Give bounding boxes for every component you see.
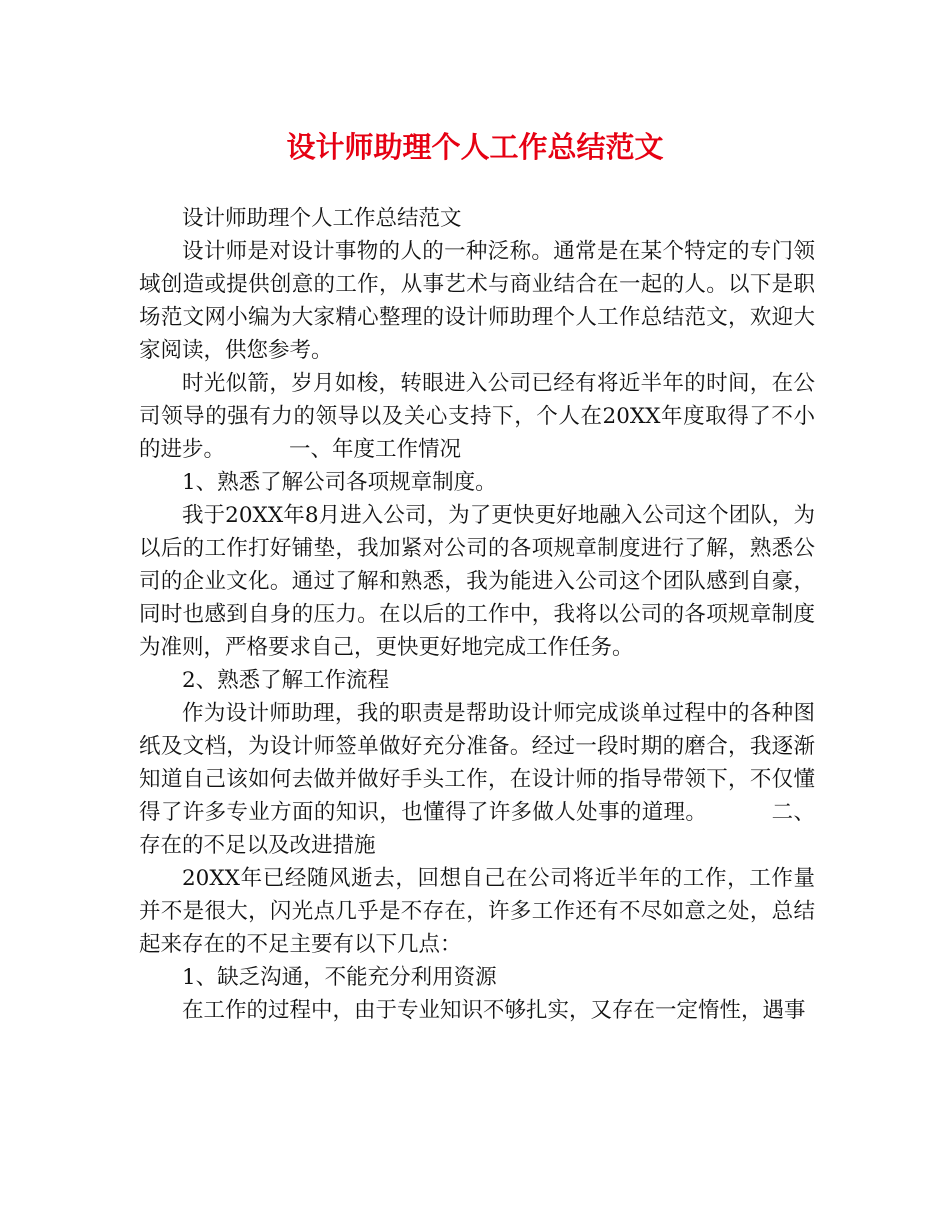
paragraph-text: 2、熟悉了解工作流程 (182, 668, 390, 693)
paragraph-text: 时光似箭，岁月如梭，转眼进入公司已经有将近半年的时间，在公司领导的强有力的领导以及关心支持下，个人在20XX年度取得了不小的进步。 (139, 371, 815, 462)
paragraph (139, 697, 815, 862)
paragraph (139, 499, 815, 664)
paragraph-text: 我于20XX年8月进入公司，为了更快更好地融入公司这个团队，为以后的工作打好铺垫，我加紧对公司的各项规章制度进行了解，熟悉公司的企业文化。通过了解和熟悉，我为能进入公司这个团队感到自豪，同时也感到自身的压力。在以后的工作中，我将以公司的各项规章制度为准则，严格要求自己，更快更好地完成工作任务。 (139, 503, 815, 660)
paragraph-text: 设计师是对设计事物的人的一种泛称。通常是在某个特定的专门领域创造或提供创意的工作，从事艺术与商业结合在一起的人。以下是职场范文网小编为大家精心整理的设计师助理个人工作总结范文，欢迎大家阅读，供您参考。 (139, 239, 815, 363)
section-heading-inline: 一、年度工作情况 (289, 437, 462, 462)
paragraph (139, 202, 815, 235)
paragraph (139, 367, 815, 466)
paragraph-text: 在工作的过程中，由于专业知识不够扎实，又存在一定惰性，遇事 (182, 998, 806, 1023)
paragraph-text: 20XX年已经随风逝去，回想自己在公司将近半年的工作，工作量并不是很大，闪光点几乎是不存在，许多工作还有不尽如意之处，总结起来存在的不足主要有以下几点： (139, 866, 815, 957)
paragraph (139, 862, 815, 961)
paragraph-text: 设计师助理个人工作总结范文 (182, 206, 462, 231)
section-heading-inline: 二、存在的不足以及改进措施 (139, 800, 815, 858)
document-title: 设计师助理个人工作总结范文 (286, 130, 664, 164)
paragraph-text: 作为设计师助理，我的职责是帮助设计师完成谈单过程中的各种图纸及文档，为设计师签单做好充分准备。经过一段时期的磨合，我逐渐知道自己该如何去做并做好手头工作，在设计师的指导带领下，不仅懂得了许多专业方面的知识，也懂得了许多做人处事的道理。 (139, 701, 815, 825)
document-body (139, 202, 815, 1027)
paragraph (139, 664, 815, 697)
paragraph-text: 1、缺乏沟通，不能充分利用资源 (182, 965, 497, 990)
paragraph-text: 1、熟悉了解公司各项规章制度。 (182, 470, 497, 495)
paragraph (139, 235, 815, 367)
paragraph (139, 961, 815, 994)
paragraph (139, 466, 815, 499)
paragraph (139, 994, 815, 1027)
